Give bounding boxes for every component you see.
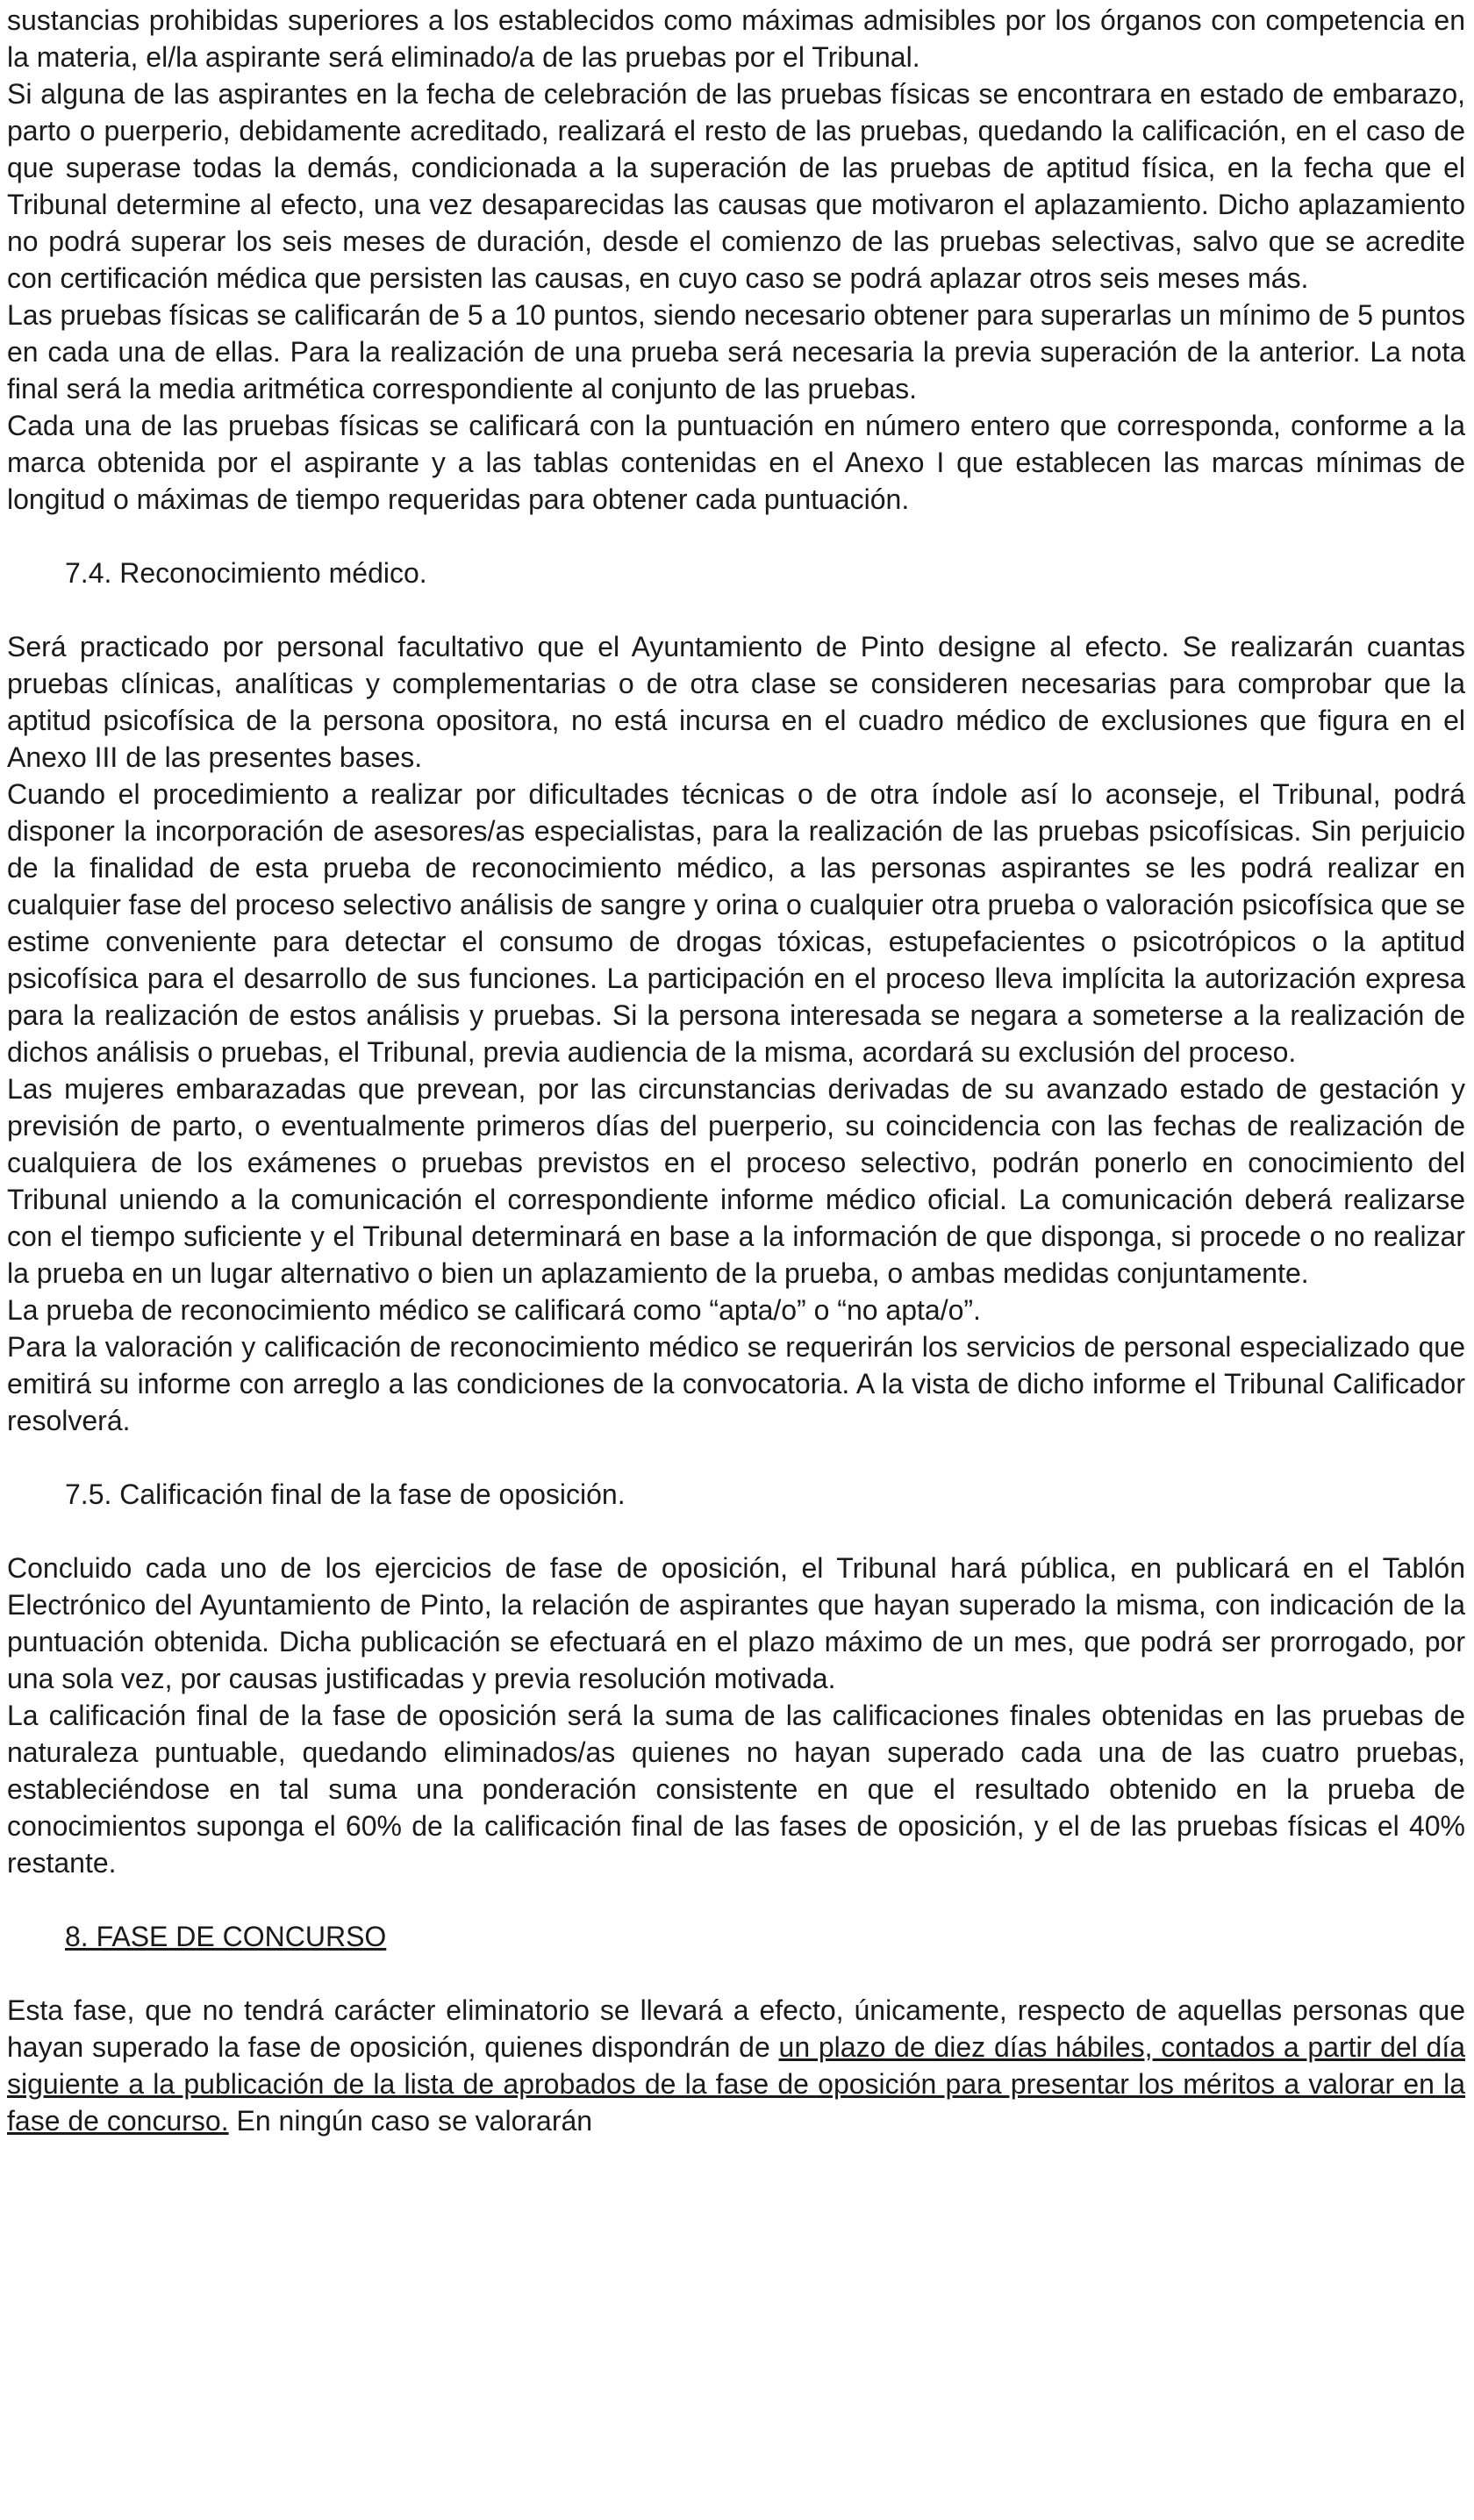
section-heading	[7, 1918, 1465, 1955]
paragraph	[7, 1070, 1465, 1292]
text-segment: Concluido cada uno de los ejercicios de fase de oposición, el Tribunal hará pública, en publicará en el Tablón Electrónico del Ayuntamiento de Pinto, la relación de aspirantes que hayan superado la misma, con indicación de la puntuación obtenida. Dicha publicación se efectuará en el plazo máximo de un mes, que podrá ser prorrogado, por una sola vez, por causas justificadas y previa resolución motivada.	[7, 1552, 1465, 1694]
text-segment: Cada una de las pruebas físicas se calificará con la puntuación en número entero que corresponda, conforme a la marca obtenida por el aspirante y a las tablas contenidas en el Anexo I que establecen las marcas mínimas de longitud o máximas de tiempo requeridas para obtener cada puntuación.	[7, 410, 1465, 515]
text-segment: Las mujeres embarazadas que prevean, por las circunstancias derivadas de su avanzado estado de gestación y previsión de parto, o eventualmente primeros días del puerperio, su coincidencia con las fechas de realización de cualquiera de los exámenes o pruebas previstos en el proceso selectivo, podrán ponerlo en conocimiento del Tribunal uniendo a la comunicación el correspondiente informe médico oficial. La comunicación deberá realizarse con el tiempo suficiente y el Tribunal determinará en base a la información de que disponga, si procede o no realizar la prueba en un lugar alternativo o bien un aplazamiento de la prueba, o ambas medidas conjuntamente.	[7, 1073, 1465, 1289]
text-segment: Las pruebas físicas se calificarán de 5 a 10 puntos, siendo necesario obtener para superarlas un mínimo de 5 puntos en cada una de ellas. Para la realización de una prueba será necesaria la previa superación de la anterior. La nota final será la media aritmética correspondiente al conjunto de las pruebas.	[7, 299, 1465, 404]
text-segment: Para la valoración y calificación de reconocimiento médico se requerirán los servicios de personal especializado que emitirá su informe con arreglo a las condiciones de la convocatoria. A la vista de dicho informe el Tribunal Calificador resolverá.	[7, 1331, 1465, 1436]
underlined-text: un plazo de diez días hábiles, contados a partir del día siguiente a la publicación de la lista de aprobados de la fase de oposición para presentar los méritos a valorar en la fase de concurso.	[7, 2031, 1466, 2137]
paragraph	[7, 75, 1465, 297]
paragraph	[7, 1328, 1465, 1439]
paragraph	[7, 297, 1465, 407]
document-content	[7, 2, 1465, 2139]
text-segment: 7.5. Calificación final de la fase de oposición.	[65, 1478, 626, 1510]
text-segment: 7.4. Reconocimiento médico.	[65, 557, 427, 589]
text-segment: En ningún caso se valorarán	[228, 2105, 593, 2137]
paragraph	[7, 628, 1465, 776]
text-segment: La prueba de reconocimiento médico se calificará como “apta/o” o “no apta/o”.	[7, 1294, 981, 1326]
paragraph	[7, 1697, 1465, 1881]
underlined-text: 8. FASE DE CONCURSO	[65, 1921, 387, 1952]
text-segment: La calificación final de la fase de oposición será la suma de las calificaciones finales obtenidas en las pruebas de naturaleza puntuable, quedando eliminados/as quienes no hayan superado cada una de las cuatro pruebas, estableciéndose en tal suma una ponderación consistente en que el resultado obtenido en la prueba de conocimientos suponga el 60% de la calificación final de las fases de oposición, y el de las pruebas físicas el 40% restante.	[7, 1700, 1465, 1879]
paragraph	[7, 407, 1465, 518]
paragraph	[7, 1992, 1465, 2139]
text-segment: Si alguna de las aspirantes en la fecha de celebración de las pruebas físicas se encontrara en estado de embarazo, parto o puerperio, debidamente acreditado, realizará el resto de las pruebas, quedando la calificación, en el caso de que superase todas la demás, condicionada a la superación de las pruebas de aptitud física, en la fecha que el Tribunal determine al efecto, una vez desaparecidas las causas que motivaron el aplazamiento. Dicho aplazamiento no podrá superar los seis meses de duración, desde el comienzo de las pruebas selectivas, salvo que se acredite con certificación médica que persisten las causas, en cuyo caso se podrá aplazar otros seis meses más.	[7, 78, 1465, 294]
text-segment: Esta fase, que no tendrá carácter eliminatorio se llevará a efecto, únicamente, respecto de aquellas personas que hayan superado la fase de oposición, quienes dispondrán de	[7, 1994, 1465, 2063]
paragraph	[7, 2, 1465, 75]
section-heading	[7, 1476, 1465, 1513]
paragraph	[7, 1550, 1465, 1697]
section-heading	[7, 555, 1465, 591]
paragraph	[7, 1292, 1465, 1328]
text-segment: Será practicado por personal facultativo que el Ayuntamiento de Pinto designe al efecto. Se realizarán cuantas pruebas clínicas, analíticas y complementarias o de otra clase se consideren necesarias para comprobar que la aptitud psicofísica de la persona opositora, no está incursa en el cuadro médico de exclusiones que figura en el Anexo III de las presentes bases.	[7, 631, 1465, 773]
paragraph	[7, 776, 1465, 1070]
text-segment: sustancias prohibidas superiores a los establecidos como máximas admisibles por los órganos con competencia en la materia, el/la aspirante será eliminado/a de las pruebas por el Tribunal.	[7, 4, 1465, 73]
text-segment: Cuando el procedimiento a realizar por dificultades técnicas o de otra índole así lo aconseje, el Tribunal, podrá disponer la incorporación de asesores/as especialistas, para la realización de las pruebas psicofísicas. Sin perjuicio de la finalidad de esta prueba de reconocimiento médico, a las personas aspirantes se les podrá realizar en cualquier fase del proceso selectivo análisis de sangre y orina o cualquier otra prueba o valoración psicofísica que se estime conveniente para detectar el consumo de drogas tóxicas, estupefacientes o psicotrópicos o la aptitud psicofísica para el desarrollo de sus funciones. La participación en el proceso lleva implícita la autorización expresa para la realización de estos análisis y pruebas. Si la persona interesada se negara a someterse a la realización de dichos análisis o pruebas, el Tribunal, previa audiencia de la misma, acordará su exclusión del proceso.	[7, 778, 1465, 1068]
